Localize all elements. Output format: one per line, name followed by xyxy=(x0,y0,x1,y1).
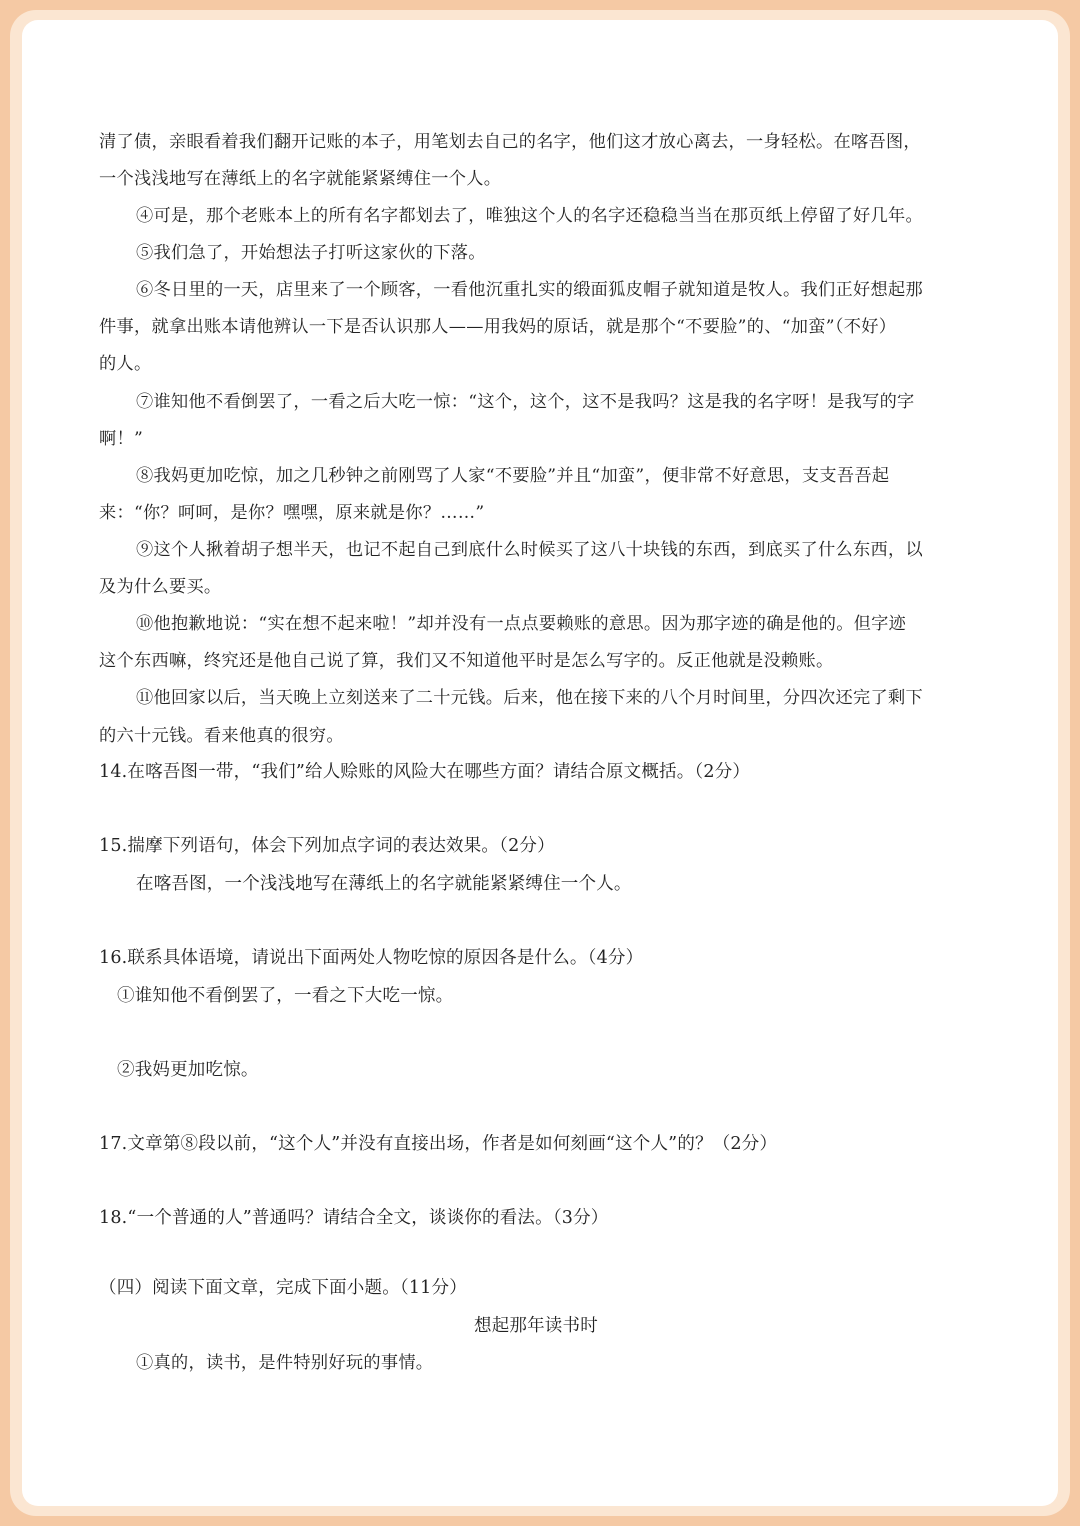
passage-p8-line1: ⑧我妈更加吃惊，加之几秒钟之前刚骂了人家“不要脸”并且“加蛮”，便非常不好意思，支支吾吾起 xyxy=(136,466,890,486)
question-17: 17.文章第⑧段以前，“这个人”并没有直接出场，作者是如何刻画“这个人”的？（2分） xyxy=(99,1134,778,1154)
question-16-item-2: ②我妈更加吃惊。 xyxy=(117,1060,259,1080)
passage-p8-line2: 来：“你？呵呵，是你？嘿嘿，原来就是你？……” xyxy=(99,503,485,523)
passage-p6-line3: 的人。 xyxy=(99,354,152,374)
question-18: 18.“一个普通的人”普通吗？请结合全文，谈谈你的看法。（3分） xyxy=(99,1208,609,1228)
passage-p9-line1: ⑨这个人揪着胡子想半天，也记不起自己到底什么时候买了这八十块钱的东西，到底买了什么东西，以 xyxy=(136,540,923,560)
passage-p11-line1: ⑪他回家以后，当天晚上立刻送来了二十元钱。后来，他在接下来的八个月时间里，分四次还完了剩下 xyxy=(136,688,923,708)
passage-p7-line2: 啊！” xyxy=(99,429,144,449)
passage-p4: ④可是，那个老账本上的所有名字都划去了，唯独这个人的名字还稳稳当当在那页纸上停留了好几年。 xyxy=(136,206,923,226)
question-15-sentence: 在喀吾图，一个浅浅地写在薄纸上的名字就能紧紧缚住一个人。 xyxy=(136,874,632,894)
passage-p5: ⑤我们急了，开始想法子打听这家伙的下落。 xyxy=(136,243,486,263)
section-4-heading: （四）阅读下面文章，完成下面小题。（11分） xyxy=(99,1278,467,1298)
passage-p3-line1: 清了债，亲眼看着我们翻开记账的本子，用笔划去自己的名字，他们这才放心离去，一身轻松。在喀吾图， xyxy=(99,132,921,152)
passage-p10-line1: ⑩他抱歉地说：“实在想不起来啦！”却并没有一点点要赖账的意思。因为那字迹的确是他的。但字迹 xyxy=(136,614,907,634)
passage-p3-line2: 一个浅浅地写在薄纸上的名字就能紧紧缚住一个人。 xyxy=(99,169,502,189)
passage-p10-line2: 这个东西嘛，终究还是他自己说了算，我们又不知道他平时是怎么写字的。反正他就是没赖账。 xyxy=(99,651,834,671)
passage-p7-line1: ⑦谁知他不看倒罢了，一看之后大吃一惊：“这个，这个，这不是我吗？这是我的名字呀！是我写的字 xyxy=(136,392,915,412)
question-16-item-1: ①谁知他不看倒罢了，一看之下大吃一惊。 xyxy=(117,986,454,1006)
passage-p9-line2: 及为什么要买。 xyxy=(99,577,222,597)
question-16: 16.联系具体语境，请说出下面两处人物吃惊的原因各是什么。（4分） xyxy=(99,948,644,968)
section-4-p1: ①真的，读书，是件特别好玩的事情。 xyxy=(136,1353,434,1373)
passage-p6-line1: ⑥冬日里的一天，店里来了一个顾客，一看他沉重扎实的缎面狐皮帽子就知道是牧人。我们正好想起那 xyxy=(136,280,923,300)
question-15: 15.揣摩下列语句，体会下列加点字词的表达效果。（2分） xyxy=(99,836,555,856)
passage-p6-line2: 件事，就拿出账本请他辨认一下是否认识那人——用我妈的原话，就是那个“不要脸”的、“加蛮”（不好） xyxy=(99,317,897,337)
question-14: 14.在喀吾图一带，“我们”给人赊账的风险大在哪些方面？请结合原文概括。（2分） xyxy=(99,762,751,782)
section-4-title: 想起那年读书时 xyxy=(474,1316,598,1336)
passage-p11-line2: 的六十元钱。看来他真的很穷。 xyxy=(99,726,344,746)
